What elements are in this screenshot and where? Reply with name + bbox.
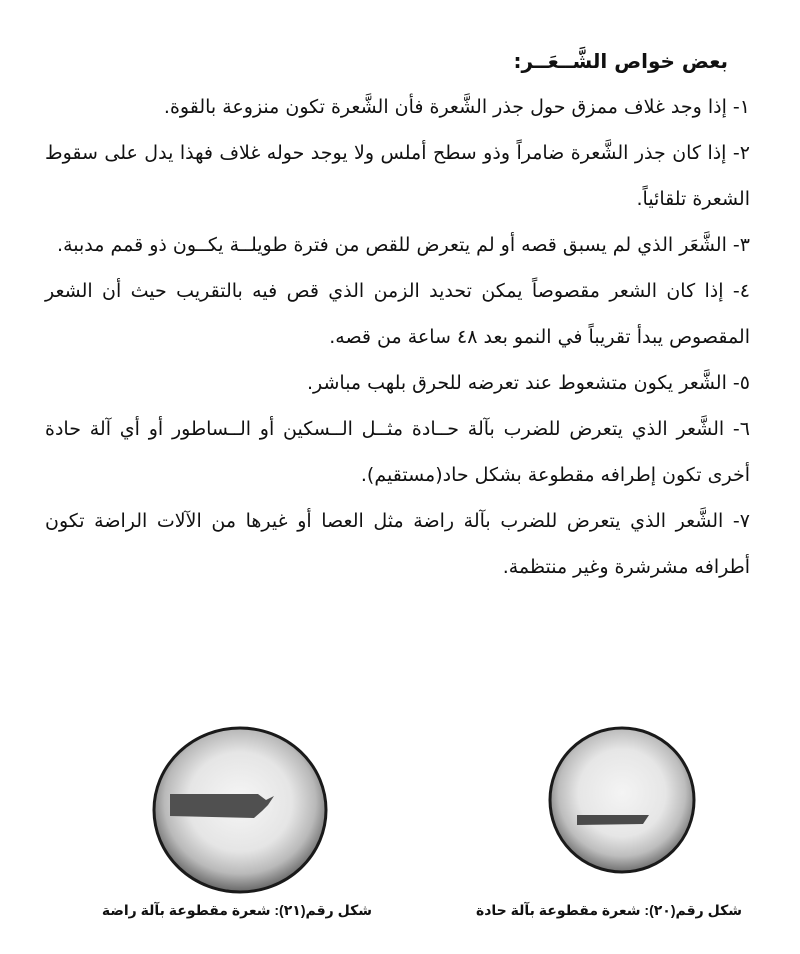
list-item-7: ٧- الشَّعر الذي يتعرض للضرب بآلة راضة مثل العصا أو غيرها من الآلات الراضة تكون أطرافه مشرشرة وغير منتظمة. bbox=[45, 510, 750, 578]
list-item-4: ٤- إذا كان الشعر مقصوصاً يمكن تحديد الزمن الذي قص فيه بالتقريب حيث أن الشعر المقصوص يبدأ تقريباً في النمو بعد ٤٨ ساعة من قصه. bbox=[45, 280, 750, 348]
list-item-1: ١- إذا وجد غلاف ممزق حول جذر الشَّعرة فأن الشَّعرة تكون منزوعة بالقوة. bbox=[163, 96, 750, 118]
hair-sharp-cut-image bbox=[547, 725, 697, 875]
text-block bbox=[45, 38, 750, 590]
figure-20 bbox=[502, 725, 742, 875]
figure-21 bbox=[120, 725, 360, 895]
figure-20-caption: شكل رقم(٢٠): شعرة مقطوعة بآلة حادة bbox=[475, 902, 742, 918]
list-item-5: ٥- الشَّعر يكون متشعوط عند تعرضه للحرق بلهب مباشر. bbox=[306, 372, 750, 394]
figure-21-caption: شكل رقم(٢١): شعرة مقطوعة بآلة راضة bbox=[101, 902, 372, 918]
hair-blunt-cut-image bbox=[150, 725, 330, 895]
list-item-3: ٣- الشَّعَر الذي لم يسبق قصه أو لم يتعرض للقص من فترة طويلــة يكــون ذو قمم مدببة. bbox=[57, 234, 750, 256]
list-item-6: ٦- الشَّعر الذي يتعرض للضرب بآلة حــادة مثــل الــسكين أو الــساطور أو أي آلة حادة أخرى تكون إطرافه مقطوعة بشكل حاد(مستقيم). bbox=[45, 418, 750, 486]
list-item-2: ٢- إذا كان جذر الشَّعرة ضامراً وذو سطح أملس ولا يوجد حوله غلاف فهذا يدل على سقوط الشعرة تلقائياً. bbox=[45, 142, 750, 210]
section-heading: بعض خواص الشَّــعَــر: bbox=[513, 49, 728, 73]
